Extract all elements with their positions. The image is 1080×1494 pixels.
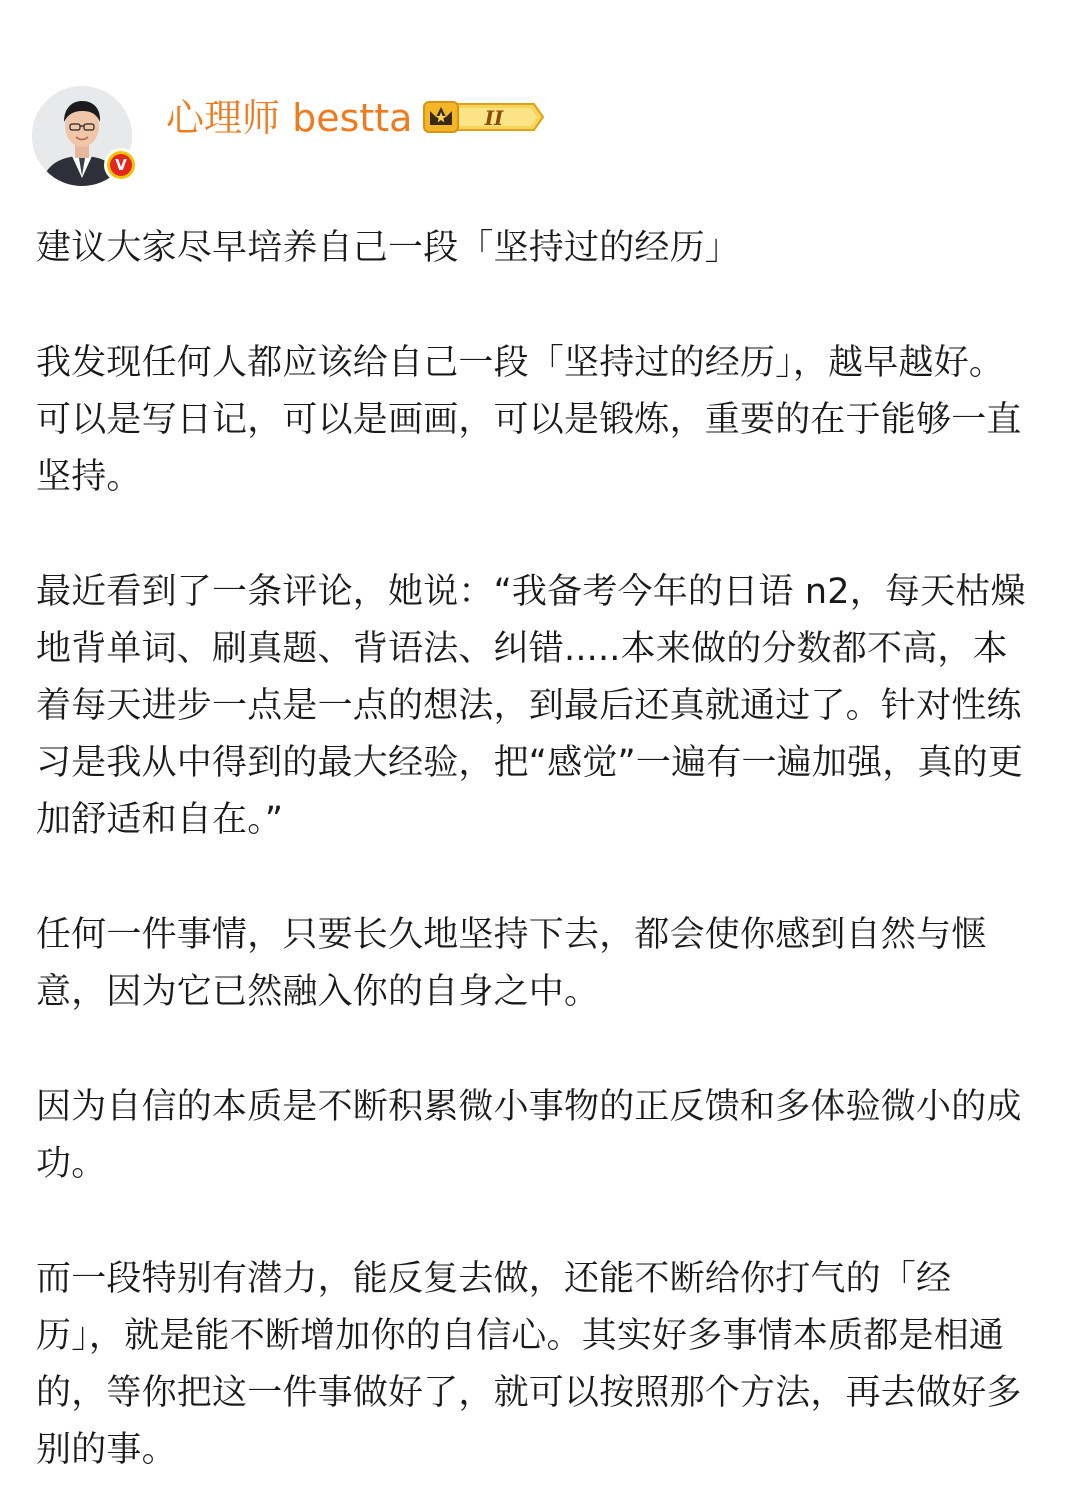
verified-badge [104, 148, 138, 182]
post-body [36, 220, 1036, 1479]
post-paragraph: 我发现任何人都应该给自己一段「坚持过的经历」，越早越好。可以是写日记，可以是画画，可以是锻炼，重要的在于能够一直坚持。 [36, 343, 1022, 497]
level-text: II [484, 106, 504, 130]
post-paragraph: 因为自信的本质是不断积累微小事物的正反馈和多体验微小的成功。 [36, 1087, 1022, 1184]
verified-mark: V [110, 154, 132, 176]
username-link[interactable]: 心理师 bestta [166, 96, 413, 140]
crown-level-badge-icon[interactable] [422, 98, 546, 140]
post-paragraph: 任何一件事情，只要长久地坚持下去，都会使你感到自然与惬意，因为它已然融入你的自身之中。 [36, 915, 987, 1012]
post-header [32, 86, 1048, 186]
post-title: 建议大家尽早培养自己一段「坚持过的经历」 [36, 228, 741, 268]
post-paragraph: 而一段特别有潜力，能反复去做，还能不断给你打气的「经历」，就是能不断增加你的自信心。其实好多事情本质都是相通的，等你把这一件事做好了，就可以按照那个方法，再去做好多别的事。 [36, 1259, 1022, 1470]
post-paragraph: 最近看到了一条评论，她说：“我备考今年的日语 n2，每天枯燥地背单词、刷真题、背语法、纠错.....本来做的分数都不高，本着每天进步一点是一点的想法，到最后还真就通过了。针对性练习是我从中得到的最大经验，把“感觉”一遍有一遍加强，真的更加舒适和自在。” [36, 572, 1026, 840]
